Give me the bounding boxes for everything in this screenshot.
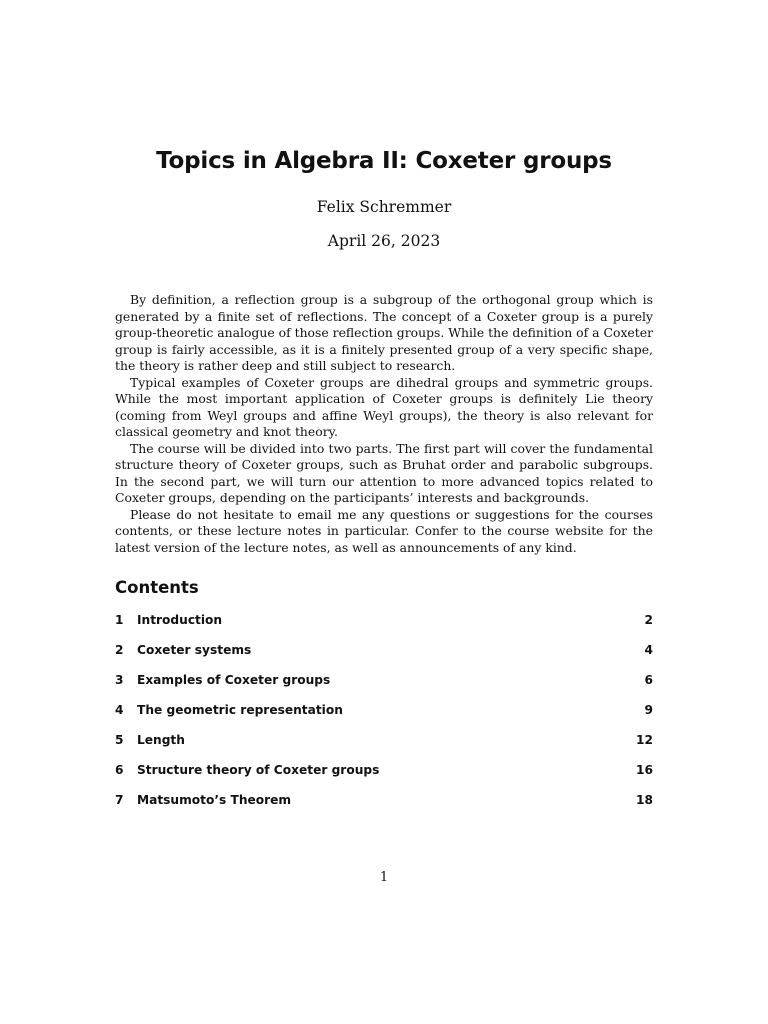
toc-entry-length[interactable] — [115, 732, 653, 762]
toc-entry-title: Introduction — [137, 613, 223, 627]
toc-entry-page: 2 — [644, 613, 653, 627]
toc-entry-title: Length — [137, 733, 185, 747]
document-author: Felix Schremmer — [316, 198, 452, 216]
toc-entry-matsumoto-theorem[interactable] — [115, 792, 653, 822]
toc-entry-number: 3 — [115, 673, 124, 687]
abstract-paragraph: Typical examples of Coxeter groups are dihedral groups and symmetric groups. While the most important application of Coxeter groups is definitely Lie theory (coming from Weyl groups and affine Weyl groups), the theory is also relevant for classical geometry and knot theory. — [115, 374, 653, 439]
abstract-paragraph: By definition, a reflection group is a subgroup of the orthogonal group which is generated by a finite set of reflections. The concept of a Coxeter group is a purely group-theoretic analogue of those reflection groups. While the definition of a Coxeter group is fairly accessible, as it is a finitely presented group of a very specific shape, the theory is rather deep and still subject to research. — [115, 292, 653, 373]
abstract-paragraph: The course will be divided into two parts. The first part will cover the fundamental structure theory of Coxeter groups, such as Bruhat order and parabolic subgroups. In the second part, we will turn our attention to more advanced topics related to Coxeter groups, depending on the participants’ interests and backgrounds. — [115, 440, 653, 505]
toc-entry-number: 5 — [115, 733, 124, 747]
toc-entry-number: 6 — [115, 763, 124, 777]
toc-entry-title: Examples of Coxeter groups — [137, 673, 331, 687]
toc-entry-number: 4 — [115, 703, 124, 717]
toc-entry-introduction[interactable] — [115, 612, 653, 642]
document-title: Topics in Algebra II: Coxeter groups — [156, 148, 612, 174]
toc-entry-page: 6 — [644, 673, 653, 687]
toc-entry-number: 1 — [115, 613, 124, 627]
toc-entry-geometric-representation[interactable] — [115, 702, 653, 732]
toc-entry-page: 16 — [636, 763, 653, 777]
toc-entry-number: 2 — [115, 643, 124, 657]
toc-entry-page: 12 — [636, 733, 653, 747]
toc-entry-page: 4 — [644, 643, 653, 657]
toc-entry-examples[interactable] — [115, 672, 653, 702]
toc-entry-title: The geometric representation — [137, 703, 343, 717]
document-date: April 26, 2023 — [327, 232, 441, 250]
page-number: 1 — [379, 870, 389, 885]
abstract-paragraph: Please do not hesitate to email me any questions or suggestions for the courses contents, or these lecture notes in particular. Confer to the course website for the latest version of the lecture notes, as well as announcements of any kind. — [115, 506, 653, 555]
toc-entry-structure-theory[interactable] — [115, 762, 653, 792]
toc-entry-title: Coxeter systems — [137, 643, 252, 657]
toc-entry-page: 9 — [644, 703, 653, 717]
toc-entry-title: Matsumoto’s Theorem — [137, 793, 292, 807]
table-of-contents — [115, 612, 653, 822]
toc-entry-coxeter-systems[interactable] — [115, 642, 653, 672]
abstract — [115, 292, 653, 556]
contents-heading: Contents — [115, 578, 199, 597]
toc-entry-page: 18 — [636, 793, 653, 807]
toc-entry-title: Structure theory of Coxeter groups — [137, 763, 380, 777]
toc-entry-number: 7 — [115, 793, 124, 807]
